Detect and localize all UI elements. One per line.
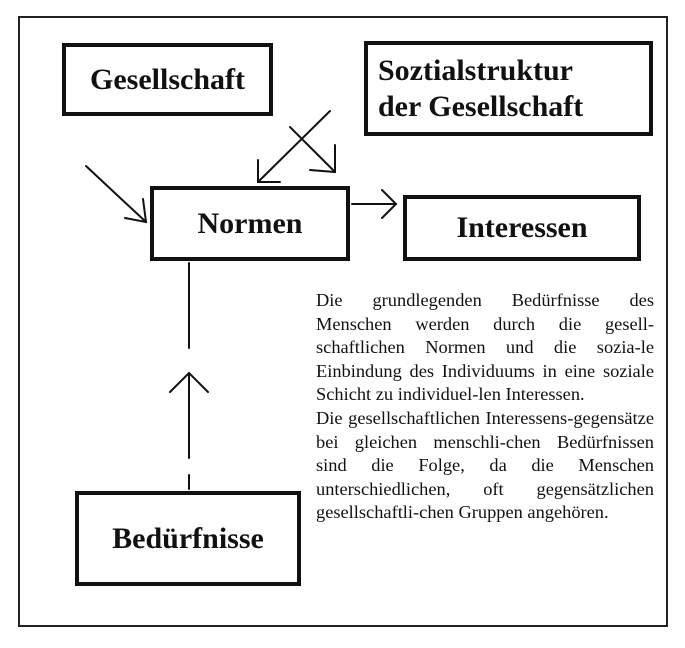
sozialstruktur-box (364, 41, 653, 136)
arrow-beduerfnisse-to-normen (170, 263, 208, 489)
beduerfnisse-box (75, 491, 301, 586)
interessen-label: Interessen (456, 211, 588, 244)
beduerfnisse-label: Bedürfnisse (112, 521, 264, 555)
gesellschaft-label: Gesellschaft (90, 62, 245, 96)
description-text (316, 289, 654, 525)
arrow-gesellschaft-to-normen (86, 166, 146, 222)
sozialstruktur-label-line1: Soztialstruktur (378, 53, 573, 87)
description-paragraph-1: Die grundlegenden Bedürfnisse des Menschen werden durch die gesell-schaftlichen Normen und die sozia-le Einbindung des Individuums in eine soziale Schicht zu individuel-len Interessen. (316, 290, 654, 405)
normen-box (150, 186, 350, 261)
interessen-box (403, 195, 641, 261)
arrow-normen-to-interessen (352, 190, 396, 218)
sozialstruktur-label-line2: der Gesellschaft (378, 89, 584, 123)
description-paragraph-2: Die gesellschaftlichen Interessens-gegensätze bei gleichen menschli-chen Bedürfnissen sind die Folge, da die Menschen unterschiedlichen, oft gegensätzlichen gesellschaftli-chen Gruppen angehören. (316, 407, 654, 523)
normen-label: Normen (197, 206, 303, 240)
gesellschaft-box (62, 43, 273, 116)
arrow-down-to-normen (290, 127, 335, 172)
